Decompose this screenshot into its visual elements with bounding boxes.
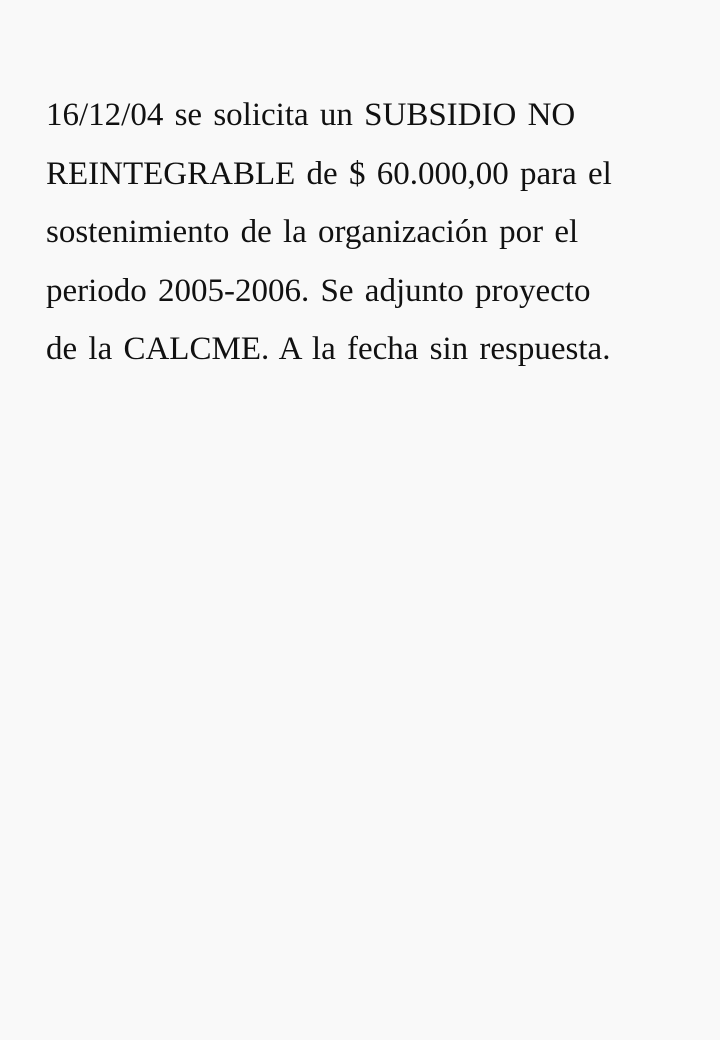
paragraph-line-3: sostenimiento de la organización por el: [46, 214, 579, 250]
paragraph-line-5: de la CALCME. A la fecha sin respuesta.: [46, 331, 611, 367]
paragraph-line-2: REINTEGRABLE de $ 60.000,00 para el: [46, 155, 612, 192]
paragraph: [46, 86, 686, 379]
paragraph-line-1: 16/12/04 se solicita un SUBSIDIO NO: [46, 97, 576, 133]
paragraph-line-4: periodo 2005-2006. Se adjunto proyecto: [46, 272, 591, 309]
